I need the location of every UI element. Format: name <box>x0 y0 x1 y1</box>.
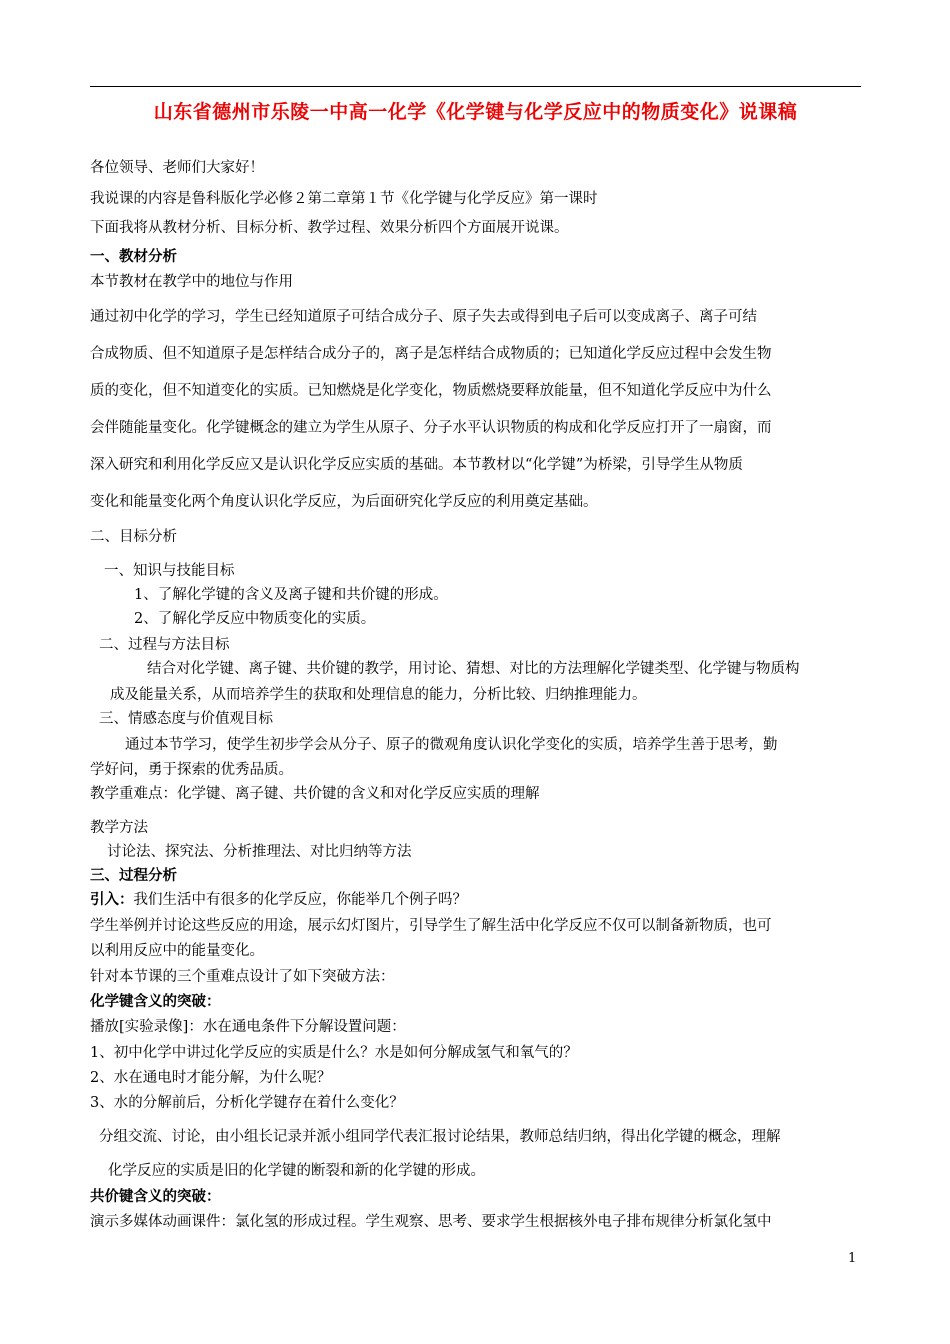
method-label: 教学方法 <box>90 820 148 836</box>
goal-2-heading: 二、过程与方法目标 <box>99 637 230 653</box>
page-number: 1 <box>848 1251 857 1266</box>
section-3-para-line: 针对本节课的三个重难点设计了如下突破方法： <box>90 969 395 985</box>
section-1-para-line: 会伴随能量变化。化学键概念的建立为学生从原子、分子水平认识物质的构成和化学反应打开了一扇窗，而 <box>90 420 772 436</box>
greeting: 各位领导、老师们大家好！ <box>90 160 264 176</box>
section-3-heading: 三、过程分析 <box>90 868 177 884</box>
demo-line: 演示多媒体动画课件：氯化氢的形成过程。学生观察、思考、要求学生根据核外电子排布规律分析氯化氢中 <box>90 1214 772 1230</box>
section-3-para-line: 分组交流、讨论，由小组长记录并派小组同学代表汇报讨论结果，教师总结归纳，得出化学键的概念，理解 <box>99 1129 781 1145</box>
section-1-para-line: 通过初中化学的学习，学生已经知道原子可结合成分子、原子失去或得到电子后可以变成离子、离子可结 <box>90 309 757 325</box>
goal-3-line: 通过本节学习，使学生初步学会从分子、原子的微观角度认识化学变化的实质，培养学生善于思考，勤 <box>125 737 778 753</box>
goal-1-item: 1、了解化学键的含义及离子键和共价键的形成。 <box>134 587 448 603</box>
question-item: 3、水的分解前后，分析化学键存在着什么变化？ <box>90 1095 404 1111</box>
section-1-subheading: 本节教材在教学中的地位与作用 <box>90 274 293 290</box>
section-1-heading: 一、教材分析 <box>90 249 177 265</box>
goal-1-item: 2、了解化学反应中物质变化的实质。 <box>134 611 376 627</box>
goal-2-line: 结合对化学键、离子键、共价键的教学，用讨论、猜想、对比的方法理解化学键类型、化学键与物质构 <box>147 661 800 677</box>
section-3-para-line: 以利用反应中的能量变化。 <box>90 943 264 959</box>
section-3-para-line: 学生举例并讨论这些反应的用途，展示幻灯图片，引导学生了解生活中化学反应不仅可以制备新物质，也可 <box>90 918 772 934</box>
goal-3-heading: 三、情感态度与价值观目标 <box>99 711 273 727</box>
section-1-para-line: 深入研究和利用化学反应又是认识化学反应实质的基础。本节教材以“化学键”为桥梁，引导学生从物质 <box>90 457 743 473</box>
goal-3-line: 学好问，勇于探索的优秀品质。 <box>90 762 293 778</box>
lead-text: 我们生活中有很多的化学反应，你能举几个例子吗？ <box>133 892 467 908</box>
question-item: 2、水在通电时才能分解，为什么呢？ <box>90 1070 332 1086</box>
section-3-para-line: 化学反应的实质是旧的化学键的断裂和新的化学键的形成。 <box>108 1163 485 1179</box>
section-1-para-line: 合成物质、但不知道原子是怎样结合成分子的，离子是怎样结合成物质的；已知道化学反应过程中会发生物 <box>90 346 772 362</box>
key-points: 教学重难点：化学键、离子键、共价键的含义和对化学反应实质的理解 <box>90 786 540 802</box>
document-title: 山东省德州市乐陵一中高一化学《化学键与化学反应中的物质变化》说课稿 <box>153 101 798 123</box>
goal-1-heading: 一、知识与技能目标 <box>104 563 235 579</box>
goal-2-line: 成及能量关系，从而培养学生的获取和处理信息的能力，分析比较、归纳推理能力。 <box>110 687 647 703</box>
play-line: 播放[实验录像]：水在通电条件下分解设置问题： <box>90 1019 406 1035</box>
method-text: 讨论法、探究法、分析推理法、对比归纳等方法 <box>107 844 412 860</box>
section-2-heading: 二、目标分析 <box>90 529 177 545</box>
lead-label: 引入： <box>90 892 134 908</box>
section-1-para-line: 变化和能量变化两个角度认识化学反应，为后面研究化学反应的利用奠定基础。 <box>90 494 598 510</box>
header-rule <box>90 86 861 87</box>
breakthrough-1-heading: 化学键含义的突破： <box>90 994 221 1010</box>
lead-line <box>90 890 467 910</box>
intro-line-1: 我说课的内容是鲁科版化学必修２第二章第１节《化学键与化学反应》第一课时 <box>90 191 598 207</box>
question-item: 1、初中化学中讲过化学反应的实质是什么？水是如何分解成氢气和氧气的？ <box>90 1045 578 1061</box>
section-1-para-line: 质的变化，但不知道变化的实质。已知燃烧是化学变化，物质燃烧要释放能量，但不知道化学反应中为什么 <box>90 383 772 399</box>
breakthrough-2-heading: 共价键含义的突破： <box>90 1189 221 1205</box>
intro-line-2: 下面我将从教材分析、目标分析、教学过程、效果分析四个方面展开说课。 <box>90 220 569 236</box>
